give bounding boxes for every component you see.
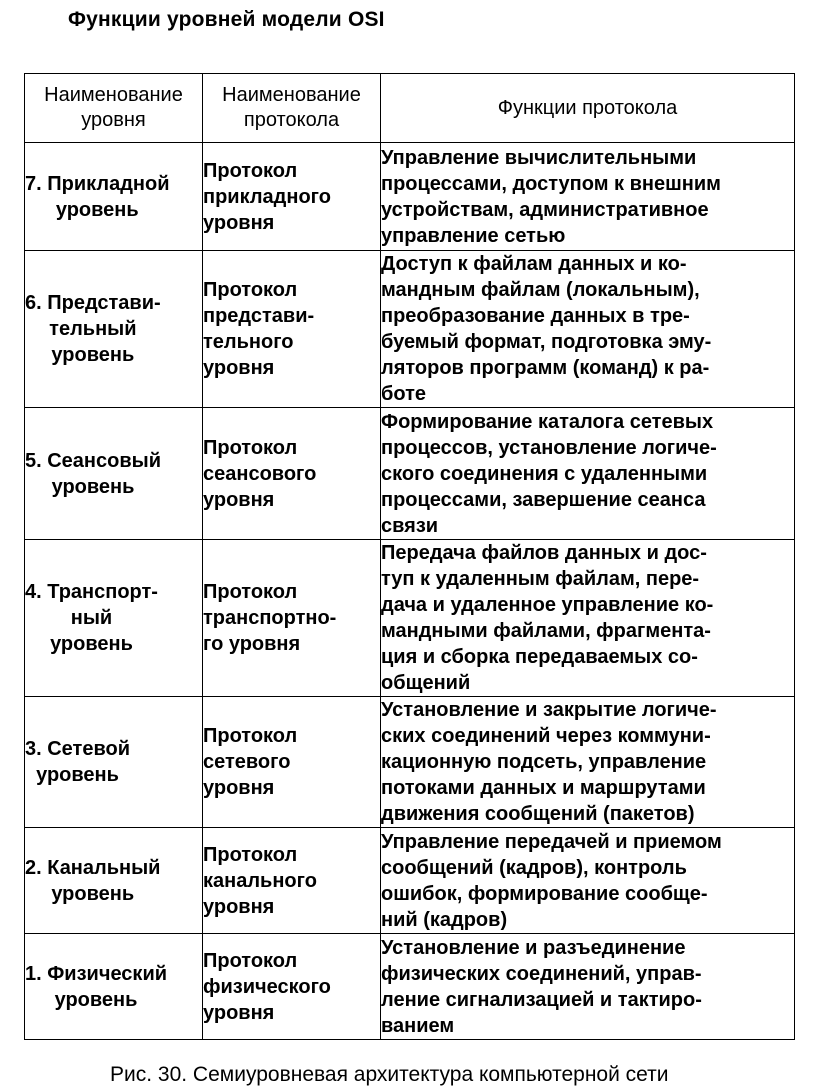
protocol-name-cell [203, 408, 381, 540]
function-text-line: Управление передачей и приемом [381, 830, 722, 853]
table-row [25, 828, 795, 934]
function-text-line: мандным файлам (локальным), [381, 279, 700, 301]
level-name-block [25, 961, 167, 1013]
function-text-line: связи [381, 514, 439, 537]
header-level-name [25, 74, 203, 143]
protocol-name-line: Протокол [203, 279, 298, 301]
protocol-name-line: прикладного [203, 185, 331, 208]
protocol-name-line: уровня [203, 211, 275, 234]
level-name-line: 5. Сеансовый [25, 449, 162, 472]
function-text-line: мандными файлами, фрагмента- [381, 620, 711, 642]
level-name-block [25, 736, 130, 788]
function-text-line: Управление вычислительными [381, 146, 697, 169]
function-text-line: боте [381, 383, 426, 405]
header-line: Наименование [44, 84, 183, 106]
protocol-name-line: Протокол [203, 843, 298, 866]
protocol-name-line: представи- [203, 305, 315, 327]
protocol-name-line: го уровня [203, 633, 301, 655]
function-text-line: управление сетью [381, 224, 566, 247]
level-name-cell [25, 934, 203, 1040]
function-text-line: Формирование каталога сетевых [381, 410, 714, 433]
protocol-name-line: транспортно- [203, 607, 337, 629]
function-text-line: ского соединения с удаленными [381, 462, 708, 485]
function-text-line: ванием [381, 1014, 455, 1037]
level-name-line: уровень [51, 344, 135, 366]
table-row [25, 697, 795, 828]
protocol-name-cell [203, 697, 381, 828]
level-name-cell [25, 251, 203, 408]
protocol-name-line: уровня [203, 1001, 275, 1024]
level-name-line: 7. Прикладной [25, 172, 170, 195]
figure-caption: Рис. 30. Семиуровневая архитектура компьютерной сети [110, 1063, 669, 1086]
function-text-line: дача и удаленное управление ко- [381, 594, 714, 616]
level-name-cell [25, 143, 203, 251]
function-text-line: Установление и разъединение [381, 936, 686, 959]
protocol-functions-cell [381, 408, 795, 540]
level-name-block [25, 171, 170, 223]
level-name-line: 6. Представи- [25, 292, 161, 314]
protocol-name-line: тельного [203, 331, 294, 353]
level-name-block [25, 579, 158, 657]
protocol-functions-cell [381, 697, 795, 828]
function-text-line: процессами, доступом к внешним [381, 172, 721, 195]
function-text-line: сообщений (кадров), контроль [381, 856, 687, 879]
level-name-block [25, 448, 161, 500]
level-name-line: 2. Канальный [25, 856, 161, 879]
protocol-name-line: Протокол [203, 949, 298, 972]
function-text-line: устройствам, административное [381, 198, 709, 221]
protocol-name-line: канального [203, 869, 317, 892]
level-name-line: уровень [51, 475, 135, 498]
protocol-name-line: Протокол [203, 581, 298, 603]
protocol-name-line: Протокол [203, 159, 298, 182]
function-text-line: ция и сборка передаваемых со- [381, 646, 698, 668]
function-text-line: ляторов программ (команд) к ра- [381, 357, 710, 379]
function-text-line: Передача файлов данных и дос- [381, 542, 707, 564]
protocol-functions-cell [381, 934, 795, 1040]
table-row [25, 143, 795, 251]
level-name-line: тельный [49, 318, 137, 340]
function-text-line: туп к удаленным файлам, пере- [381, 568, 700, 590]
table-row [25, 408, 795, 540]
level-name-line: 1. Физический [25, 962, 168, 985]
protocol-functions-cell [381, 828, 795, 934]
function-text-line: процессами, завершение сеанса [381, 488, 706, 511]
protocol-name-line: Протокол [203, 436, 298, 459]
table-row [25, 540, 795, 697]
level-name-block [25, 290, 161, 368]
protocol-name-line: уровня [203, 357, 275, 379]
header-line: протокола [243, 109, 340, 131]
protocol-name-cell [203, 540, 381, 697]
function-text-line: буемый формат, подготовка эму- [381, 331, 712, 353]
function-text-line: процессов, установление логиче- [381, 436, 717, 459]
level-name-line: уровень [54, 988, 138, 1011]
level-name-cell [25, 697, 203, 828]
protocol-name-cell [203, 828, 381, 934]
function-text-line: движения сообщений (пакетов) [381, 803, 695, 825]
level-name-line: 3. Сетевой [25, 738, 130, 760]
protocol-name-cell [203, 934, 381, 1040]
level-name-cell [25, 828, 203, 934]
protocol-name-line: сетевого [203, 751, 291, 773]
header-line: уровня [81, 109, 146, 131]
protocol-name-line: Протокол [203, 725, 298, 747]
function-text-line: ских соединений через коммуни- [381, 725, 711, 747]
function-text-line: преобразование данных в тре- [381, 305, 690, 327]
osi-table [24, 73, 795, 1040]
header-protocol-functions [381, 74, 795, 143]
protocol-name-line: уровня [203, 488, 275, 511]
function-text-line: ление сигнализацией и тактиро- [381, 988, 702, 1011]
level-name-line: уровень [36, 764, 119, 786]
protocol-name-line: физического [203, 975, 331, 998]
page-title: Функции уровней модели OSI [68, 8, 385, 31]
function-text-line: Доступ к файлам данных и ко- [381, 253, 687, 275]
protocol-functions-cell [381, 540, 795, 697]
table-header-row [25, 74, 795, 143]
protocol-name-line: уровня [203, 895, 275, 918]
protocol-name-cell [203, 251, 381, 408]
protocol-name-cell [203, 143, 381, 251]
level-name-line: уровень [51, 882, 135, 905]
function-text-line: потоками данных и маршрутами [381, 777, 706, 799]
level-name-cell [25, 408, 203, 540]
protocol-name-line: уровня [203, 777, 275, 799]
level-name-line: ный [70, 607, 113, 629]
protocol-functions-cell [381, 251, 795, 408]
function-text-line: ний (кадров) [381, 908, 508, 931]
header-line: Наименование [222, 84, 361, 106]
table-row [25, 251, 795, 408]
header-protocol-name [203, 74, 381, 143]
level-name-block [25, 855, 160, 907]
level-name-line: 4. Транспорт- [25, 581, 158, 603]
level-name-line: уровень [50, 633, 133, 655]
table-row [25, 934, 795, 1040]
header-line: Функции протокола [497, 96, 678, 119]
function-text-line: общений [381, 672, 471, 694]
function-text-line: ошибок, формирование сообще- [381, 882, 708, 905]
level-name-line: уровень [55, 198, 139, 221]
level-name-cell [25, 540, 203, 697]
protocol-functions-cell [381, 143, 795, 251]
protocol-name-line: сеансового [203, 462, 317, 485]
function-text-line: Установление и закрытие логиче- [381, 699, 717, 721]
function-text-line: кационную подсеть, управление [381, 751, 707, 773]
function-text-line: физических соединений, управ- [381, 962, 702, 985]
